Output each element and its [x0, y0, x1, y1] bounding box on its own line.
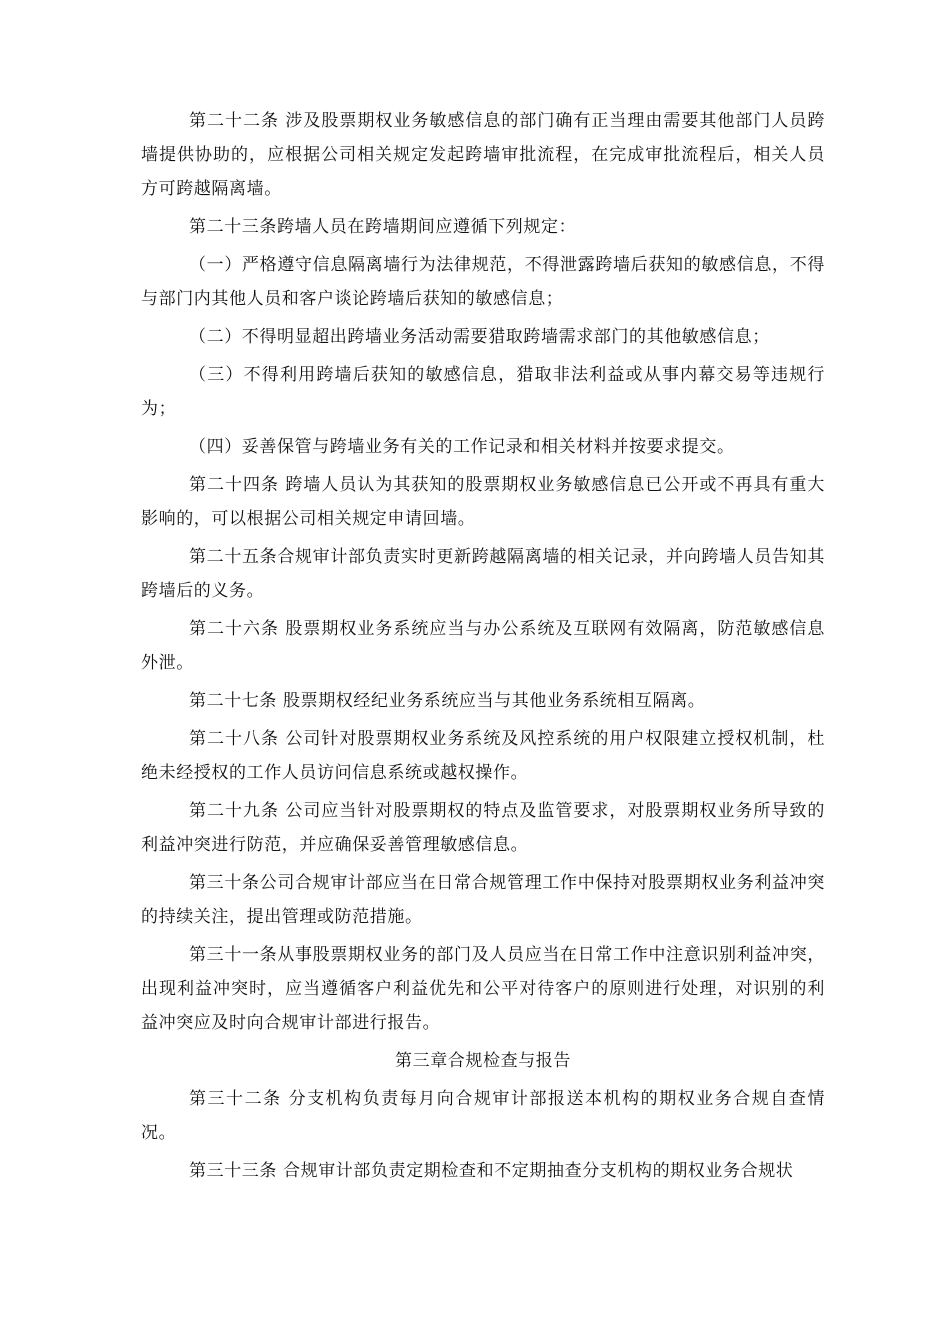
article-26: 第二十六条 股票期权业务系统应当与办公系统及互联网有效隔离，防范敏感信息外泄。 [141, 619, 825, 673]
article-28: 第二十八条 公司针对股票期权业务系统及风控系统的用户权限建立授权机制，杜绝未经授权的工作人员访问信息系统或越权操作。 [141, 729, 825, 783]
article-31: 第三十一条从事股票期权业务的部门及人员应当在日常工作中注意识别利益冲突，出现利益冲突时，应当遵循客户利益优先和公平对待客户的原则进行处理，对识别的利益冲突应及时向合规审计部进行报告。 [141, 945, 825, 1033]
article-25: 第二十五条合规审计部负责实时更新跨越隔离墙的相关记录，并向跨墙人员告知其跨墙后的义务。 [141, 547, 825, 601]
document-body [141, 104, 825, 1192]
article-27: 第二十七条 股票期权经纪业务系统应当与其他业务系统相互隔离。 [189, 691, 706, 711]
chapter-heading: 第三章合规检查与报告 [395, 1051, 571, 1071]
article-23-item-3: （三）不得利用跨墙后获知的敏感信息，猎取非法利益或从事内幕交易等违规行为； [141, 365, 825, 419]
article-23-item-1: （一）严格遵守信息隔离墙行为法律规范，不得泄露跨墙后获知的敏感信息，不得与部门内其他人员和客户谈论跨墙后获知的敏感信息； [141, 255, 825, 309]
article-29: 第二十九条 公司应当针对股票期权的特点及监管要求，对股票期权业务所导致的利益冲突进行防范，并应确保妥善管理敏感信息。 [141, 801, 825, 855]
article-24: 第二十四条 跨墙人员认为其获知的股票期权业务敏感信息已公开或不再具有重大影响的，可以根据公司相关规定申请回墙。 [141, 475, 825, 529]
article-23-item-4: （四）妥善保管与跨墙业务有关的工作记录和相关材料并按要求提交。 [189, 437, 735, 457]
article-23-item-2: （二）不得明显超出跨墙业务活动需要猎取跨墙需求部门的其他敏感信息； [189, 327, 770, 347]
article-23: 第二十三条跨墙人员在跨墙期间应遵循下列规定： [189, 217, 577, 237]
article-30: 第三十条公司合规审计部应当在日常合规管理工作中保持对股票期权业务利益冲突的持续关注，提出管理或防范措施。 [141, 873, 825, 927]
article-22: 第二十二条 涉及股票期权业务敏感信息的部门确有正当理由需要其他部门人员跨墙提供协助的，应根据公司相关规定发起跨墙审批流程，在完成审批流程后，相关人员方可跨越隔离墙。 [141, 111, 825, 199]
article-32: 第三十二条 分支机构负责每月向合规审计部报送本机构的期权业务合规自查情况。 [141, 1089, 825, 1143]
article-33: 第三十三条 合规审计部负责定期检查和不定期抽查分支机构的期权业务合规状 [189, 1161, 794, 1181]
